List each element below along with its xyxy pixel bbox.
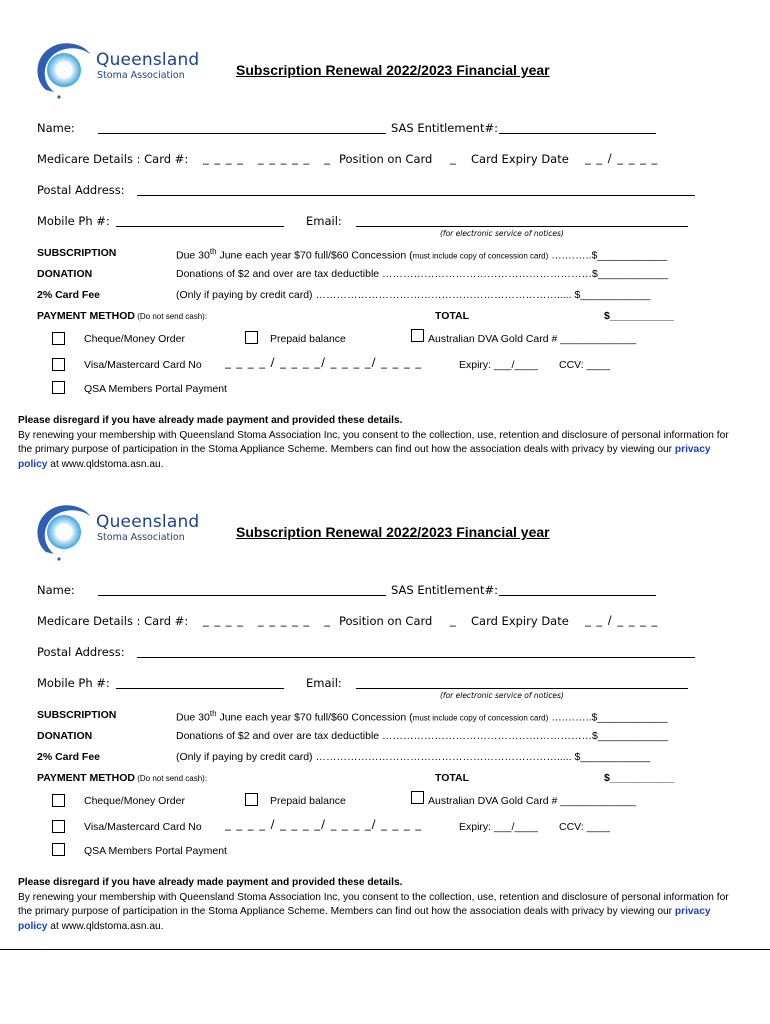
cheque-label: Cheque/Money Order <box>84 333 185 345</box>
prepaid-checkbox[interactable] <box>245 331 258 344</box>
privacy-text-end: at www.qldstoma.asn.au. <box>47 920 164 932</box>
subscription-label: SUBSCRIPTION <box>37 247 117 259</box>
name-label: Name: <box>37 121 75 135</box>
name-field[interactable] <box>98 595 386 596</box>
sas-entitlement-label: SAS Entitlement#: <box>391 583 498 597</box>
cheque-checkbox[interactable] <box>52 794 65 807</box>
privacy-text <box>18 891 738 935</box>
dva-checkbox[interactable] <box>411 329 424 342</box>
subscription-text <box>176 709 667 724</box>
position-field[interactable]: _ <box>450 613 457 627</box>
sas-entitlement-field[interactable] <box>499 133 656 134</box>
qsa-logo <box>32 498 202 562</box>
medicare-label: Medicare Details : Card #: <box>37 152 189 166</box>
card-fee-amount[interactable]: (Only if paying by credit card) ……………………………………………………………..... $____________ <box>176 751 651 763</box>
payment-method-note: (Do not send cash): <box>135 312 208 321</box>
privacy-text-end: at www.qldstoma.asn.au. <box>47 458 164 470</box>
org-name: Queensland <box>96 512 200 532</box>
visa-card-field[interactable]: _ _ _ _ / _ _ _ _/ _ _ _ _/ _ _ _ _ <box>225 817 423 831</box>
mobile-field[interactable] <box>116 688 284 689</box>
email-label: Email: <box>306 214 342 228</box>
mobile-field[interactable] <box>116 226 284 227</box>
portal-checkbox[interactable] <box>52 843 65 856</box>
ccv-field[interactable]: CCV: ____ <box>559 359 610 371</box>
email-field[interactable] <box>356 688 688 689</box>
card-expiry-label: Card Expiry Date <box>471 152 569 166</box>
card-fee-label: 2% Card Fee <box>37 751 101 763</box>
visa-label: Visa/Mastercard Card No <box>84 821 202 833</box>
dva-checkbox[interactable] <box>411 791 424 804</box>
subscription-text-mid: June each year $70 full/$60 Concession ( <box>216 249 413 262</box>
subscription-text-pre: Due 30 <box>176 249 210 262</box>
position-label: Position on Card <box>339 614 433 628</box>
donation-label: DONATION <box>37 730 93 742</box>
email-label: Email: <box>306 676 342 690</box>
subscription-sup: th <box>209 709 217 718</box>
portal-label: QSA Members Portal Payment <box>84 383 227 395</box>
email-field[interactable] <box>356 226 688 227</box>
subscription-text-pre: Due 30 <box>176 711 210 724</box>
qsa-logo <box>32 36 202 100</box>
privacy-text-main: By renewing your membership with Queensland Stoma Association Inc, you consent to the collection, use, retention and disclosure of personal information for the primary purpose of participation in the Stoma Appliance Scheme. Members can find out how the association deals with privacy by viewing our <box>18 891 729 917</box>
postal-address-field[interactable] <box>137 195 695 196</box>
subscription-text-mid: June each year $70 full/$60 Concession ( <box>216 711 413 724</box>
sas-entitlement-field[interactable] <box>499 595 656 596</box>
form-title: Subscription Renewal 2022/2023 Financial year <box>236 62 550 78</box>
subscription-small: must include copy of concession card) <box>412 251 549 261</box>
qsa-swirl-logo-icon <box>32 36 96 100</box>
prepaid-checkbox[interactable] <box>245 793 258 806</box>
visa-card-field[interactable]: _ _ _ _ / _ _ _ _/ _ _ _ _/ _ _ _ _ <box>225 355 423 369</box>
card-expiry-field[interactable]: _ _ / _ _ _ _ <box>585 613 659 627</box>
subscription-amount[interactable]: ….……..$____________ <box>548 711 668 724</box>
position-label: Position on Card <box>339 152 433 166</box>
renewal-form-top <box>0 0 770 470</box>
total-amount[interactable]: $___________ <box>604 772 675 784</box>
position-field[interactable]: _ <box>450 151 457 165</box>
privacy-text-main: By renewing your membership with Queensland Stoma Association Inc, you consent to the collection, use, retention and disclosure of personal information for the primary purpose of participation in the Stoma Appliance Scheme. Members can find out how the association deals with privacy by viewing our <box>18 429 729 455</box>
payment-method-note: (Do not send cash): <box>135 774 208 783</box>
prepaid-label: Prepaid balance <box>270 333 346 345</box>
donation-label: DONATION <box>37 268 93 280</box>
medicare-card-field[interactable]: _ _ _ _ _ _ _ _ _ _ <box>203 613 332 627</box>
email-note: (for electronic service of notices) <box>440 691 564 700</box>
postal-address-label: Postal Address: <box>37 645 125 659</box>
card-expiry-short[interactable]: Expiry: ___/____ <box>459 359 538 371</box>
total-amount[interactable]: $___________ <box>604 310 675 322</box>
prepaid-label: Prepaid balance <box>270 795 346 807</box>
cheque-label: Cheque/Money Order <box>84 795 185 807</box>
email-note: (for electronic service of notices) <box>440 229 564 238</box>
donation-amount[interactable]: Donations of $2 and over are tax deductible ……………………………………………………$____________ <box>176 730 668 742</box>
card-expiry-short[interactable]: Expiry: ___/____ <box>459 821 538 833</box>
dva-label[interactable]: Australian DVA Gold Card # _____________ <box>428 333 637 345</box>
postal-address-label: Postal Address: <box>37 183 125 197</box>
payment-method-heading <box>37 772 207 784</box>
portal-checkbox[interactable] <box>52 381 65 394</box>
payment-method-label: PAYMENT METHOD <box>37 310 136 322</box>
privacy-policy-link[interactable]: privacy policy <box>18 906 711 932</box>
card-expiry-label: Card Expiry Date <box>471 614 569 628</box>
privacy-notice <box>18 876 738 934</box>
mobile-label: Mobile Ph #: <box>37 214 110 228</box>
org-name: Queensland <box>96 50 200 70</box>
form-title: Subscription Renewal 2022/2023 Financial year <box>236 524 550 540</box>
medicare-card-field[interactable]: _ _ _ _ _ _ _ _ _ _ <box>203 151 332 165</box>
renewal-form-bottom <box>0 462 770 932</box>
dva-label[interactable]: Australian DVA Gold Card # _____________ <box>428 795 637 807</box>
subscription-label: SUBSCRIPTION <box>37 709 117 721</box>
org-subname: Stoma Association <box>97 532 185 543</box>
card-fee-label: 2% Card Fee <box>37 289 101 301</box>
subscription-text <box>176 247 667 262</box>
subscription-small: must include copy of concession card) <box>412 713 549 723</box>
page-bottom-rule <box>0 949 770 950</box>
subscription-amount[interactable]: ….……..$____________ <box>548 249 668 262</box>
disregard-note: Please disregard if you have already made payment and provided these details. <box>18 877 403 888</box>
total-label: TOTAL <box>435 772 470 784</box>
donation-amount[interactable]: Donations of $2 and over are tax deductible ……………………………………………………$____________ <box>176 268 668 280</box>
payment-method-label: PAYMENT METHOD <box>37 772 136 784</box>
medicare-label: Medicare Details : Card #: <box>37 614 189 628</box>
total-label: TOTAL <box>435 310 470 322</box>
ccv-field[interactable]: CCV: ____ <box>559 821 610 833</box>
card-expiry-field[interactable]: _ _ / _ _ _ _ <box>585 151 659 165</box>
qsa-swirl-logo-icon <box>32 498 96 562</box>
org-subname: Stoma Association <box>97 70 185 81</box>
visa-checkbox[interactable] <box>52 358 65 371</box>
card-fee-amount[interactable]: (Only if paying by credit card) ……………………………………………………………..... $____________ <box>176 289 651 301</box>
cheque-checkbox[interactable] <box>52 332 65 345</box>
postal-address-field[interactable] <box>137 657 695 658</box>
sas-entitlement-label: SAS Entitlement#: <box>391 121 498 135</box>
disregard-note: Please disregard if you have already made payment and provided these details. <box>18 415 403 426</box>
privacy-policy-link[interactable]: privacy policy <box>18 444 711 470</box>
mobile-label: Mobile Ph #: <box>37 676 110 690</box>
visa-label: Visa/Mastercard Card No <box>84 359 202 371</box>
portal-label: QSA Members Portal Payment <box>84 845 227 857</box>
name-field[interactable] <box>98 133 386 134</box>
visa-checkbox[interactable] <box>52 820 65 833</box>
name-label: Name: <box>37 583 75 597</box>
payment-method-heading <box>37 310 207 322</box>
subscription-sup: th <box>209 247 217 256</box>
